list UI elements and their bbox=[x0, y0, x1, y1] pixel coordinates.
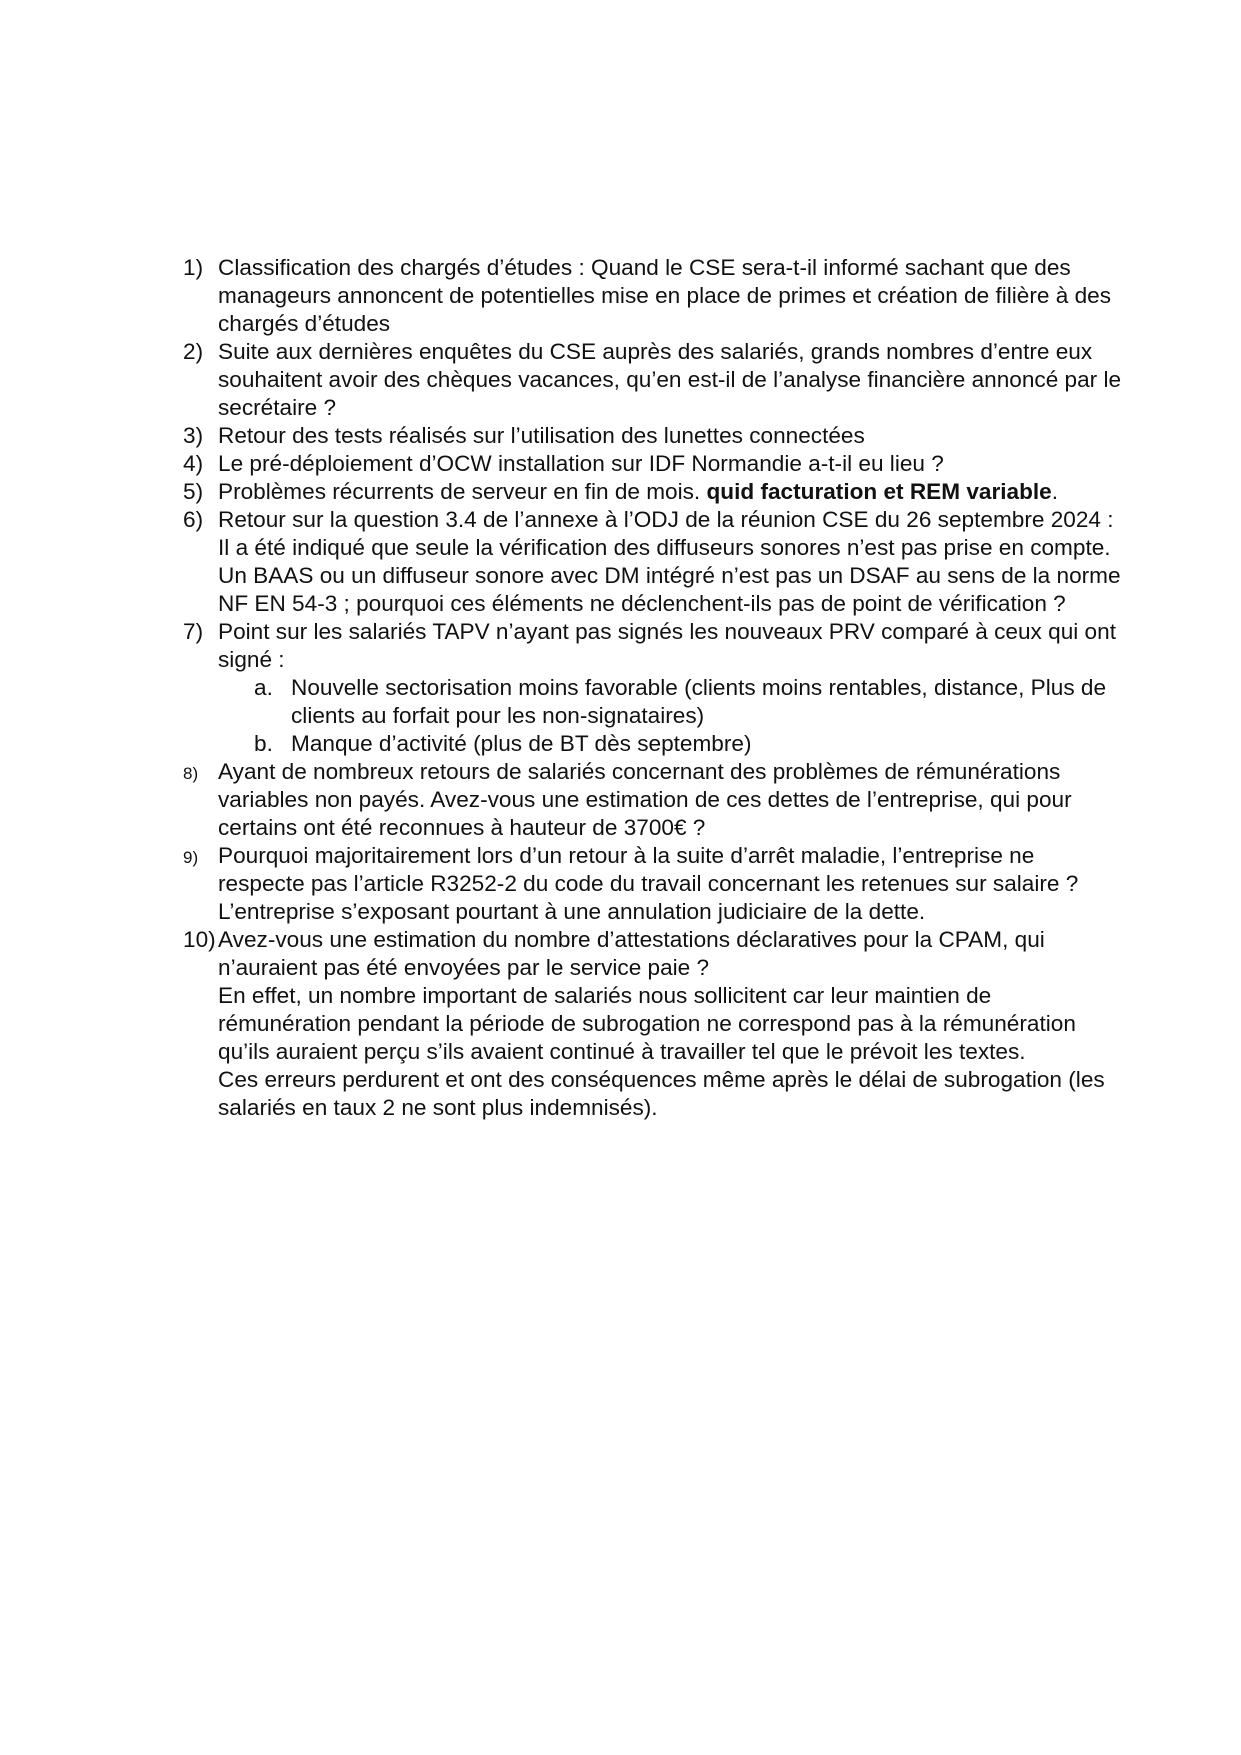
question-item-4 bbox=[183, 450, 1123, 478]
question-number: 6) bbox=[183, 507, 204, 532]
question-text-end: . bbox=[1051, 479, 1059, 504]
question-number: 8) bbox=[183, 764, 199, 783]
question-text-plain: Problèmes récurrents de serveur en fin de mois. bbox=[218, 479, 701, 504]
question-number: 9) bbox=[183, 848, 199, 867]
question-paragraph: En effet, un nombre important de salariés nous sollicitent car leur maintien de rémunération pendant la période de subrogation ne correspond pas à la rémunération qu’ils auraient perçu s’ils avaient continué à travailler tel que le prévoit les textes. bbox=[218, 983, 1076, 1064]
question-item-8 bbox=[183, 758, 1123, 842]
question-paragraph: Ces erreurs perdurent et ont des conséquences même après le délai de subrogation (les salariés en taux 2 ne sont plus indemnisés). bbox=[218, 1067, 1105, 1120]
question-item-1 bbox=[183, 254, 1123, 338]
question-item-7 bbox=[183, 618, 1123, 758]
question-number: 1) bbox=[183, 255, 204, 280]
question-text: Retour des tests réalisés sur l’utilisation des lunettes connectées bbox=[218, 423, 865, 448]
question-text: Le pré-déploiement d’OCW installation sur IDF Normandie a-t-il eu lieu ? bbox=[218, 451, 944, 476]
sub-question-letter: a. bbox=[254, 675, 273, 700]
sub-question-letter: b. bbox=[254, 731, 273, 756]
sub-question-list bbox=[218, 674, 1123, 758]
question-text: Retour sur la question 3.4 de l’annexe à l’ODJ de la réunion CSE du 26 septembre 2024 : Il a été indiqué que seule la vérification des diffuseurs sonores n’est pas prise en compte. Un BAAS ou un diffuseur sonore avec DM intégré n’est pas un DSAF au sens de la norme NF EN 54-3 ; pourquoi ces éléments ne déclenchent-ils pas de point de vérification ? bbox=[218, 507, 1121, 616]
sub-question-text: Manque d’activité (plus de BT dès septembre) bbox=[291, 731, 752, 756]
question-text: Point sur les salariés TAPV n’ayant pas signés les nouveaux PRV comparé à ceux qui ont signé : bbox=[218, 619, 1116, 672]
sub-question-a bbox=[218, 674, 1123, 730]
question-text: Classification des chargés d’études : Quand le CSE sera-t-il informé sachant que des manageurs annoncent de potentielles mise en place de primes et création de filière à des chargés d’études bbox=[218, 255, 1111, 336]
question-text-bold: quid facturation et REM variable bbox=[706, 479, 1052, 504]
question-text bbox=[218, 479, 1058, 504]
question-number: 7) bbox=[183, 619, 204, 644]
question-list bbox=[183, 254, 1123, 1122]
question-item-6 bbox=[183, 506, 1123, 618]
sub-question-text: Nouvelle sectorisation moins favorable (clients moins rentables, distance, Plus de clients au forfait pour les non-signataires) bbox=[291, 675, 1107, 728]
question-number: 4) bbox=[183, 451, 204, 476]
question-number: 2) bbox=[183, 339, 204, 364]
question-item-3 bbox=[183, 422, 1123, 450]
question-item-9 bbox=[183, 842, 1123, 926]
question-text: Avez-vous une estimation du nombre d’attestations déclaratives pour la CPAM, qui n’auraient pas été envoyées par le service paie ? bbox=[218, 927, 1045, 980]
question-text: Pourquoi majoritairement lors d’un retour à la suite d’arrêt maladie, l’entreprise ne respecte pas l’article R3252-2 du code du travail concernant les retenues sur salaire ? L’entreprise s’exposant pourtant à une annulation judiciaire de la dette. bbox=[218, 843, 1079, 924]
question-number: 3) bbox=[183, 423, 204, 448]
question-text: Ayant de nombreux retours de salariés concernant des problèmes de rémunérations variables non payés. Avez-vous une estimation de ces dettes de l’entreprise, qui pour certains ont été reconnues à hauteur de 3700€ ? bbox=[218, 759, 1072, 840]
question-item-10 bbox=[183, 926, 1123, 1122]
question-item-5 bbox=[183, 478, 1123, 506]
question-number: 10) bbox=[183, 927, 216, 952]
question-item-2 bbox=[183, 338, 1123, 422]
question-text: Suite aux dernières enquêtes du CSE auprès des salariés, grands nombres d’entre eux souhaitent avoir des chèques vacances, qu’en est-il de l’analyse financière annoncé par le secrétaire ? bbox=[218, 339, 1122, 420]
question-number: 5) bbox=[183, 479, 204, 504]
sub-question-b bbox=[218, 730, 1123, 758]
